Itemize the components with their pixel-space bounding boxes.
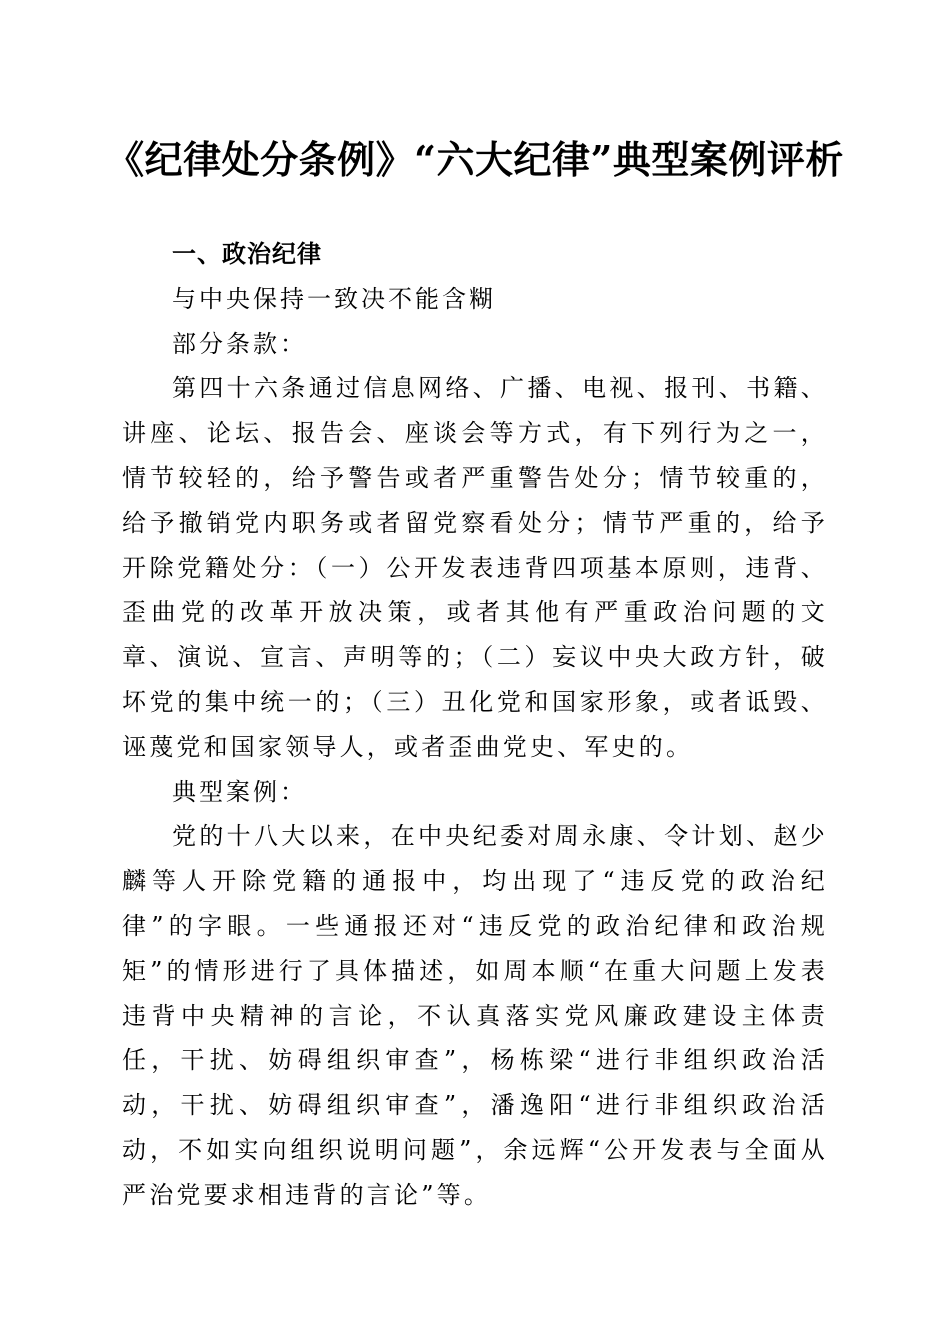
- document-body: [122, 232, 828, 1218]
- case-paragraph: 党的十八大以来，在中央纪委对周永康、令计划、赵少麟等人开除党籍的通报中，均出现了“违反党的政治纪律”的字眼。一些通报还对“违反党的政治纪律和政治规矩”的情形进行了具体描述，如周本顺“在重大问题上发表违背中央精神的言论，不认真落实党风廉政建设主体责任，干扰、妨碍组织审查”，杨栋梁“进行非组织政治活动，干扰、妨碍组织审查”，潘逸阳“进行非组织政治活动，不如实向组织说明问题”，余远辉“公开发表与全面从严治党要求相违背的言论”等。: [122, 822, 828, 1209]
- section-heading: 一、政治纪律: [172, 240, 322, 268]
- section-subtitle: 与中央保持一致决不能含糊: [172, 284, 496, 313]
- cases-label: 典型案例：: [172, 777, 307, 806]
- document-title: 《纪律处分条例》“六大纪律”典型案例评析: [106, 137, 844, 182]
- article-paragraph: 第四十六条通过信息网络、广播、电视、报刊、书籍、讲座、论坛、报告会、座谈会等方式，有下列行为之一，情节较轻的，给予警告或者严重警告处分；情节较重的，给予撤销党内职务或者留党察看处分；情节严重的，给予开除党籍处分：（一）公开发表违背四项基本原则，违背、歪曲党的改革开放决策，或者其他有严重政治问题的文章、演说、宣言、声明等的；（二）妄议中央大政方针，破坏党的集中统一的；（三）丑化党和国家形象，或者诋毁、诬蔑党和国家领导人，或者歪曲党史、军史的。: [122, 374, 828, 761]
- provisions-label: 部分条款：: [172, 329, 307, 358]
